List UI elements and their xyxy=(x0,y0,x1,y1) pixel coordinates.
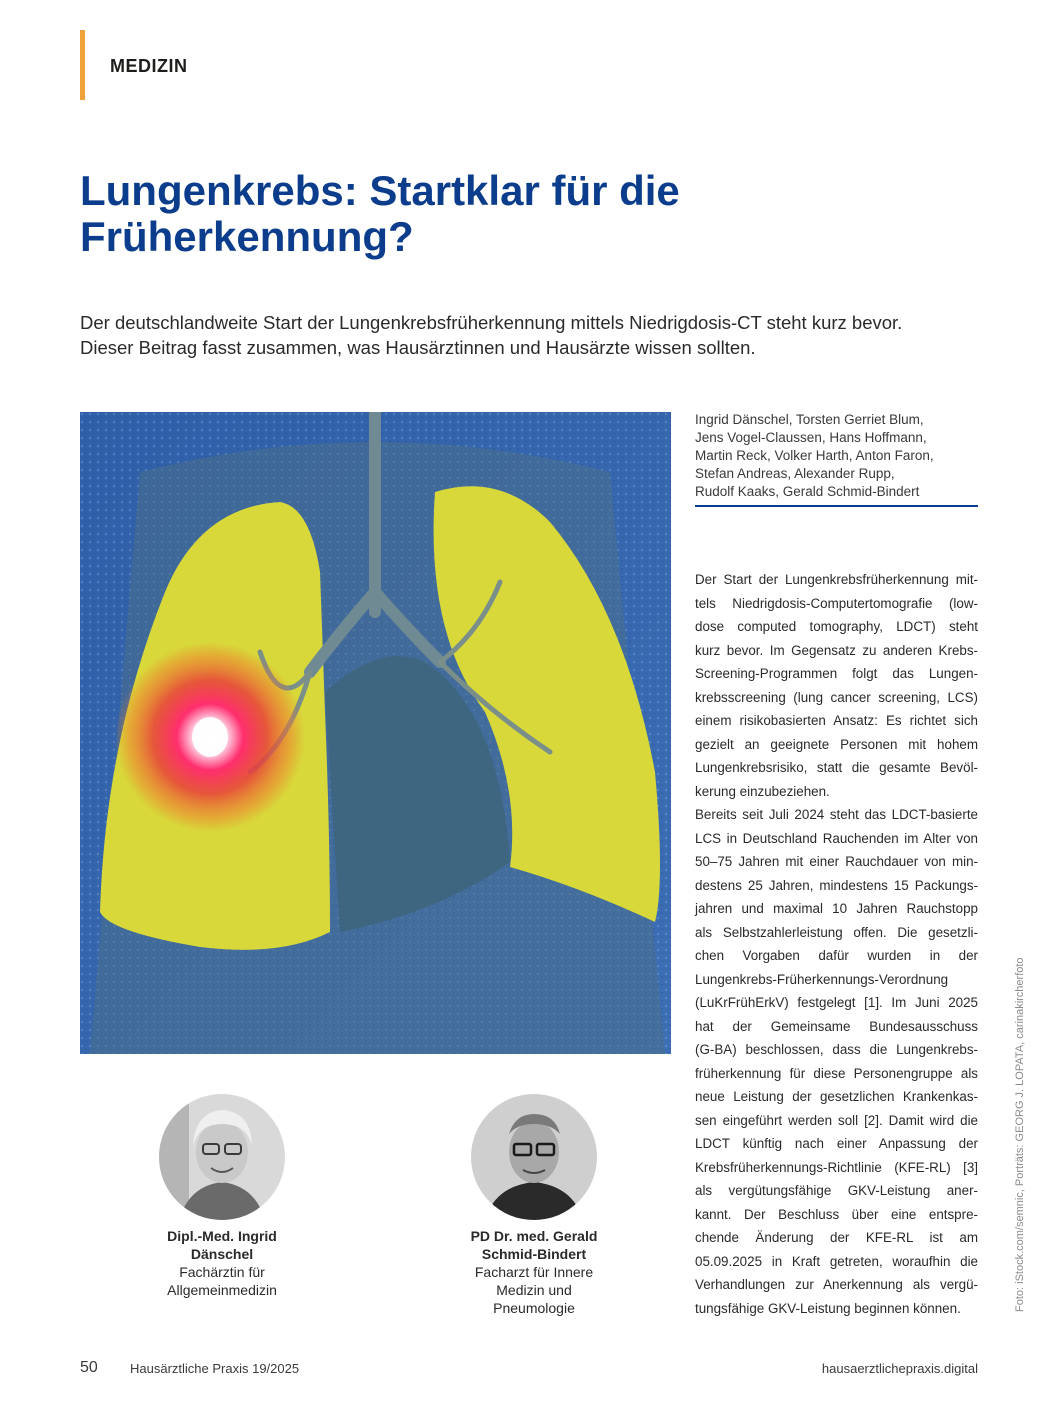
authors-divider xyxy=(695,505,978,507)
expert-role: Fachärztin für xyxy=(179,1264,265,1280)
body-line: Screening-Programmen folgt das Lungen- xyxy=(695,666,978,681)
author-list xyxy=(695,411,985,501)
body-line: Krebsfrüherkennungs-Richtlinie (KFE-RL) [3] xyxy=(695,1159,978,1175)
body-line: chen Vorgaben dafür wurden in der xyxy=(695,948,978,963)
website-link[interactable]: hausaerztlichepraxis.digital xyxy=(821,1361,978,1376)
expert-caption xyxy=(112,1227,332,1299)
body-line: hat der Gemeinsame Bundesausschuss xyxy=(695,1018,978,1034)
lead-line: Dieser Beitrag fasst zusammen, was Hausärztinnen und Hausärzte wissen sollten. xyxy=(80,337,756,358)
journal-issue: Hausärztliche Praxis 19/2025 xyxy=(130,1361,300,1376)
body-line: Bereits seit Juli 2024 steht das LDCT-basierte xyxy=(695,807,978,822)
article-title xyxy=(80,168,960,260)
author-line: Ingrid Dänschel, Torsten Gerriet Blum, xyxy=(695,412,924,427)
body-line: kurz bevor. Im Gegensatz zu anderen Krebs- xyxy=(695,642,978,658)
author-line: Jens Vogel-Claussen, Hans Hoffmann, xyxy=(695,430,927,445)
expert-role: Pneumologie xyxy=(493,1300,575,1316)
body-line: 50–75 Jahren mit einer Rauchdauer von min- xyxy=(695,854,978,869)
portrait-ingrid-daenschel xyxy=(159,1094,285,1220)
body-line: dose computed tomography, LDCT) steht xyxy=(695,619,978,634)
article-body xyxy=(695,568,978,1320)
body-line: krebsscreening (lung cancer screening, LCS) xyxy=(695,689,978,705)
body-line: früherkennung für diese Personengruppe als xyxy=(695,1065,978,1081)
body-line: Verhandlungen zur Anerkennung als vergü- xyxy=(695,1277,978,1292)
body-line: 05.09.2025 in Kraft getreten, woraufhin die xyxy=(695,1253,978,1269)
expert-name: Dänschel xyxy=(190,1246,254,1262)
body-line: (LuKrFrühErkV) festgelegt [1]. Im Juni 2025 xyxy=(695,995,978,1010)
expert-role: Allgemeinmedizin xyxy=(167,1282,277,1298)
section-label: MEDIZIN xyxy=(110,56,188,76)
body-line: sen eingeführt werden soll [2]. Damit wird die xyxy=(695,1112,978,1128)
body-line: Der Start der Lungenkrebsfrüherkennung mit- xyxy=(695,572,978,587)
lung-ct-illustration xyxy=(80,412,671,1054)
photo-credit: Foto: iStock.com/semnic, Porträts: GEORG J. LOPATA, carinakircherfoto xyxy=(1014,957,1026,1312)
body-line: jahren und maximal 10 Jahren Rauchstopp xyxy=(695,901,978,916)
body-line: tels Niedrigdosis-Computertomografie (low- xyxy=(695,595,978,611)
body-line: als vergütungsfähige GKV-Leistung aner- xyxy=(695,1183,978,1198)
body-line: kerung einzubeziehen. xyxy=(695,783,830,799)
body-line: kannt. Der Beschluss über eine entspre- xyxy=(695,1206,978,1222)
body-line: LDCT künftig nach einer Anpassung der xyxy=(695,1136,978,1151)
expert-role: Facharzt für Innere xyxy=(474,1264,594,1280)
body-line: (G-BA) beschlossen, dass die Lungenkrebs- xyxy=(695,1042,978,1057)
article-lead xyxy=(80,310,980,360)
body-line: Lungenkrebs-Früherkennungs-Verordnung xyxy=(695,971,949,987)
body-line: gezielt an geeignete Personen mit hohem xyxy=(695,736,978,752)
lead-line: Der deutschlandweite Start der Lungenkrebsfrüherkennung mittels Niedrigdosis-CT steht kurz bevor. xyxy=(80,312,903,333)
author-line: Rudolf Kaaks, Gerald Schmid-Bindert xyxy=(695,484,920,499)
author-line: Martin Reck, Volker Harth, Anton Faron, xyxy=(695,448,934,463)
body-line: chende Änderung der KFE-RL ist am xyxy=(695,1230,978,1245)
expert-name: PD Dr. med. Gerald xyxy=(470,1228,598,1244)
title-line: Früherkennung? xyxy=(80,213,414,260)
author-line: Stefan Andreas, Alexander Rupp, xyxy=(695,466,895,481)
expert-caption xyxy=(424,1227,644,1317)
body-line: neue Leistung der gesetzlichen Krankenkas- xyxy=(695,1089,978,1104)
page-number: 50 xyxy=(80,1359,98,1376)
body-line: tungsfähige GKV-Leistung beginnen können. xyxy=(695,1300,961,1316)
body-line: einem risikobasierten Ansatz: Es richtet sich xyxy=(695,713,978,728)
expert-name: Schmid-Bindert xyxy=(481,1246,587,1262)
body-line: LCS in Deutschland Rauchenden im Alter von xyxy=(695,830,978,846)
title-line: Lungenkrebs: Startklar für die xyxy=(80,167,680,214)
expert-name: Dipl.-Med. Ingrid xyxy=(167,1228,277,1244)
body-line: Lungenkrebsrisiko, statt die gesamte Bevöl- xyxy=(695,760,978,775)
body-line: destens 25 Jahren, mindestens 15 Packungs- xyxy=(695,877,978,893)
section-accent-bar xyxy=(80,30,85,100)
body-line: als Selbstzahlerleistung offen. Die gesetzli- xyxy=(695,924,978,940)
expert-role: Medizin und xyxy=(496,1282,572,1298)
portrait-gerald-schmid-bindert xyxy=(471,1094,597,1220)
